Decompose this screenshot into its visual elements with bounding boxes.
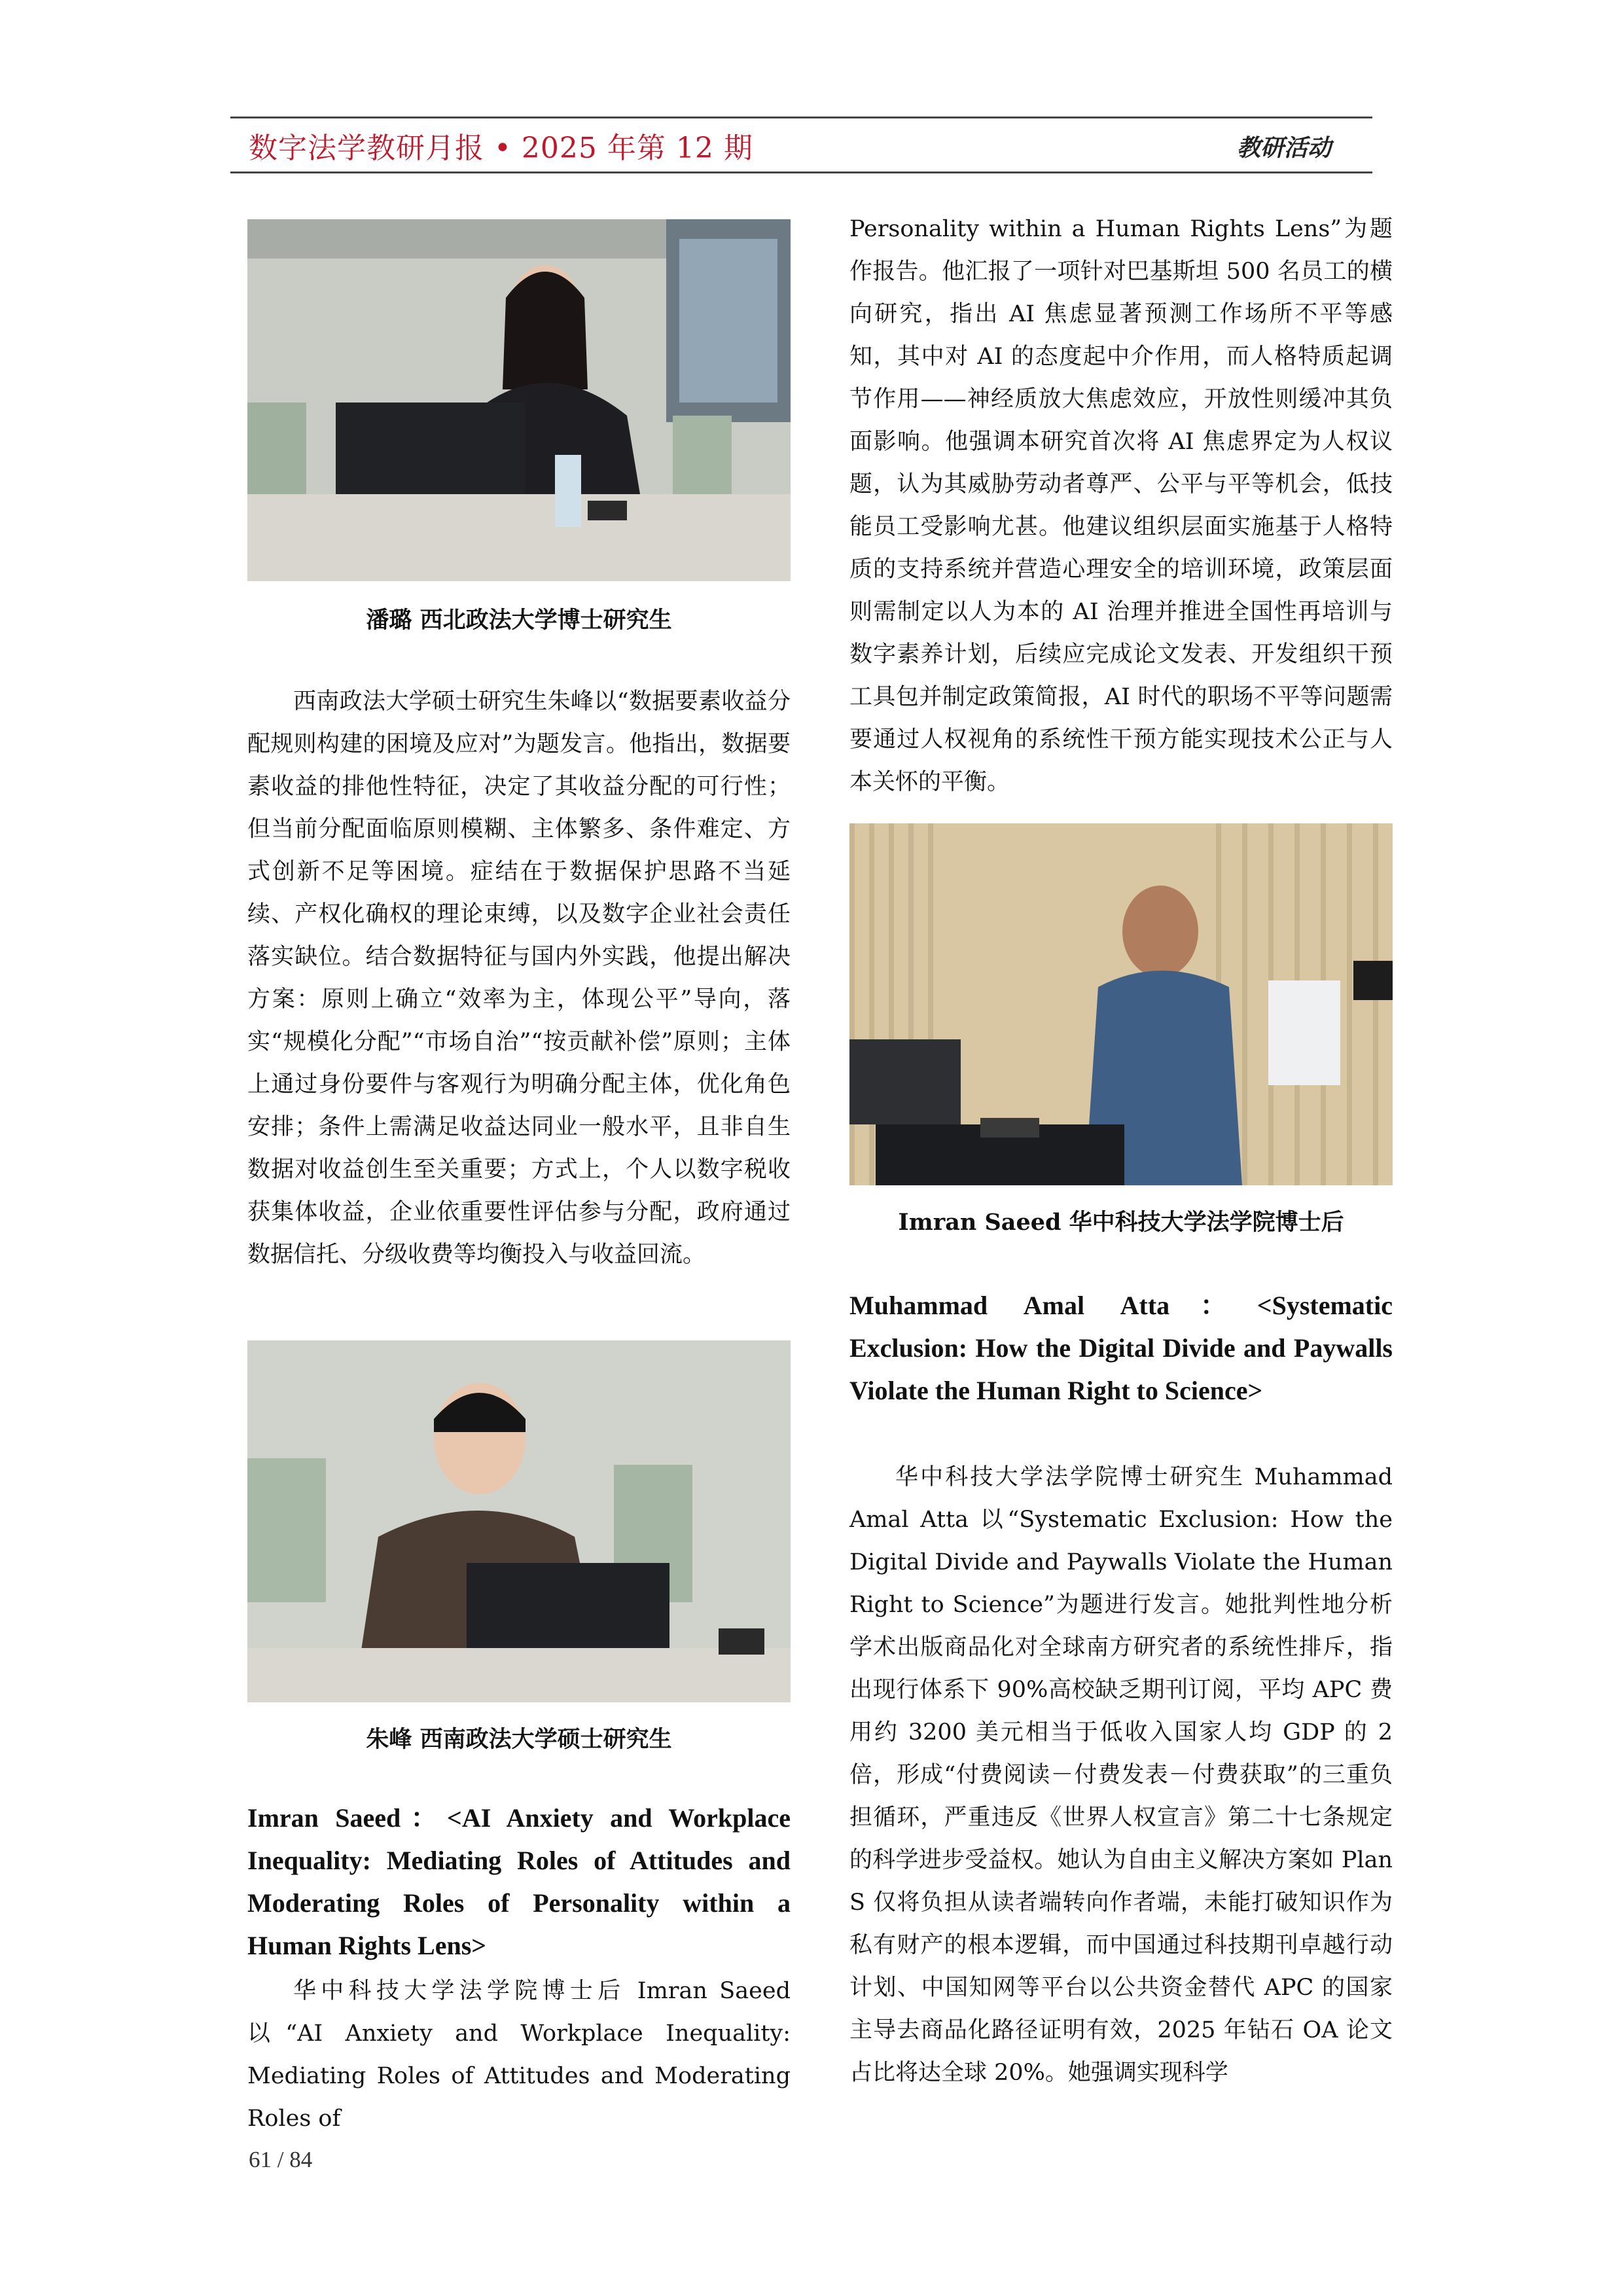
- photo-caption: Imran Saeed 华中科技大学法学院博士后: [898, 1209, 1344, 1236]
- section-heading-imran: Imran Saeed：<AI Anxiety and Workplace Inequality: Mediating Roles of Attitudes and Moderating Roles of Personality within a Human Rights Lens>: [247, 1803, 791, 1960]
- page-number: 61 / 84: [249, 2147, 313, 2172]
- photo-speaker-imran: [849, 823, 1393, 1185]
- photo-caption: 朱峰 西南政法大学硕士研究生: [366, 1726, 672, 1753]
- paragraph-atta: 华中科技大学法学院博士研究生 Muhammad Amal Atta 以“Systematic Exclusion: How the Digital Divide and Paywalls Violate the Human Right to Science”为题进行发言。她批判性地分析学术出版商品化对全球南方研究者的系统性排斥，指出现行体系下 90%高校缺乏期刊订阅，平均 APC 费用约 3200 美元相当于低收入国家人均 GDP 的 2 倍，形成“付费阅读－付费发表－付费获取”的三重负担循环，严重违反《世界人权宣言》第二十七条规定的科学进步受益权。她认为自由主义解决方案如 Plan S 仅将负担从读者端转向作者端，未能打破知识作为私有财产的根本逻辑，而中国通过科技期刊卓越行动计划、中国知网等平台以公共资金替代 APC 的国家主导去商品化路径证明有效，2025 年钻石 OA 论文占比将达全球 20%。她强调实现科学: [849, 1464, 1393, 2086]
- section-name: 教研活动: [1237, 134, 1332, 162]
- photo-caption: 潘璐 西北政法大学博士研究生: [366, 607, 672, 634]
- header-top-rule: [230, 117, 1372, 118]
- paragraph-imran-start: 华中科技大学法学院博士后 Imran Saeed 以“AI Anxiety and Workplace Inequality: Mediating Roles of Attitudes and Moderating Roles of: [247, 1978, 791, 2132]
- paragraph-imran-continued: Personality within a Human Rights Lens”为题作报告。他汇报了一项针对巴基斯坦 500 名员工的横向研究，指出 AI 焦虑显著预测工作场所不平等感知，其中对 AI 的态度起中介作用，而人格特质起调节作用——神经质放大焦虑效应，开放性则缓冲其负面影响。他强调本研究首次将 AI 焦虑界定为人权议题，认为其威胁劳动者尊严、公平与平等机会，低技能员工受影响尤甚。他建议组织层面实施基于人格特质的支持系统并营造心理安全的培训环境，政策层面则需制定以人为本的 AI 治理并推进全国性再培训与数字素养计划，后续应完成论文发表、开发组织干预工具包并制定政策简报，AI 时代的职场不平等问题需要通过人权视角的系统性干预方能实现技术公正与人本关怀的平衡。: [849, 216, 1393, 795]
- header-bottom-rule: [230, 171, 1372, 173]
- paragraph-zhufeng: 西南政法大学硕士研究生朱峰以“数据要素收益分配规则构建的困境及应对”为题发言。他指出，数据要素收益的排他性特征，决定了其收益分配的可行性；但当前分配面临原则模糊、主体繁多、条件难定、方式创新不足等困境。症结在于数据保护思路不当延续、产权化确权的理论束缚，以及数字企业社会责任落实缺位。结合数据特征与国内外实践，他提出解决方案：原则上确立“效率为主，体现公平”导向，落实“规模化分配”“市场自治”“按贡献补偿”原则；主体上通过身份要件与客观行为明确分配主体，优化角色安排；条件上需满足收益达同业一般水平，且非自生数据对收益创生至关重要；方式上，个人以数字税收获集体收益，企业依重要性评估参与分配，政府通过数据信托、分级收费等均衡投入与收益回流。: [247, 689, 791, 1268]
- photo-speaker-panlu: [247, 219, 791, 581]
- journal-title: 数字法学教研月报 • 2025 年第 12 期: [249, 132, 753, 165]
- photo-speaker-zhufeng: [247, 1340, 791, 1702]
- section-heading-atta: Muhammad Amal Atta：<Systematic Exclusion: How the Digital Divide and Paywalls Violate the Human Right to Science>: [849, 1291, 1393, 1405]
